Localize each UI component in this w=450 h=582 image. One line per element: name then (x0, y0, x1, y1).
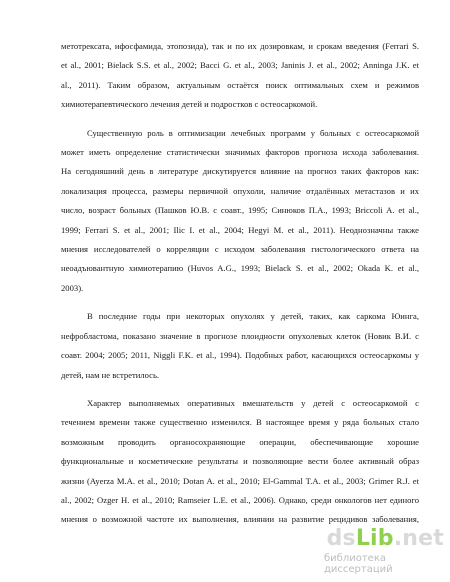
text-line: Характер выполняемых оперативных вмешательств у детей с остеосаркомой с (87, 397, 419, 408)
text-line: неоадъювантную химиотерапию (Huvos A.G., 1993; Bielack S. et al., 2002; Okada K. et al., (61, 263, 419, 274)
paragraph-2 (61, 124, 419, 299)
text-line: Существенную роль в оптимизации лечебных программ у больных с остеосаркомой (87, 127, 419, 138)
text-line: нефробластома, показано значение в прогнозе плоидности опухолевых клеток (Новик В.И. с (61, 330, 419, 341)
paragraph-1 (61, 37, 419, 115)
paragraph-3 (61, 307, 419, 385)
paragraph-4 (61, 394, 419, 530)
dslib-logo (327, 526, 444, 551)
logo-lib: Lib (355, 526, 394, 551)
logo-ds: ds (326, 526, 356, 551)
text-line: 2003). (61, 282, 84, 293)
text-line: течением времени также существенно изменился. В настоящее время у ряда больных стало (61, 417, 419, 428)
text-line: локализация процесса, размеры первичной опухоли, наличие отдалённых метастазов и их (61, 185, 419, 196)
text-line: На сегодняшний день в литературе дискутируется влияние на прогноз таких факторов как: (61, 166, 419, 177)
logo-net: .net (393, 526, 444, 551)
text-line: et al., 2001; Bielack S.S. et al., 2002; Bacci G. et al., 2003; Janinis J. et al., 2002; Anninga J.K. et (61, 60, 419, 71)
text-line: В последние годы при некоторых опухолях у детей, таких, как саркома Юинга, (87, 311, 419, 322)
text-line: функциональные и косметические результаты и позволяющие вести более активный образ (61, 456, 419, 467)
logo-tagline: библиотека диссертаций (324, 553, 393, 575)
text-line: 1999; Ferrari S. et al., 2001; Ilic I. et al., 2004; Hegyi M. et al., 2011). Неоднозначны также (61, 224, 419, 235)
text-line: метотрексата, ифосфамида, этопозида), так и по их дозировкам, и срокам введения (Ferrari S. (61, 41, 419, 51)
text-line: число, возраст больных (Пашков Ю.В. с соавт., 1995; Синюков П.А., 1993; Briccoli A. et al., (61, 205, 419, 216)
text-line: al., 2002; Ozger H. et al., 2010; Ramseier L.E. et al., 2006). Однако, среди онкологов нет единого (61, 494, 419, 505)
text-line: химиотерапевтического лечения детей и подростков с остеосаркомой. (61, 99, 318, 110)
text-line: мнения исследователей о корреляции с исходом заболевания гистологического ответа на (61, 244, 419, 255)
text-line: может иметь определение статистически значимых факторов прогноза исхода заболевания. (61, 147, 419, 158)
text-line: детей, нам не встретилось. (61, 369, 160, 380)
text-line: возможным проводить органосохраняющие операции, обеспечивающие хорошие (61, 436, 419, 447)
text-line: соавт. 2004; 2005; 2011, Niggli F.K. et al., 1994). Подобных работ, касающихся остеосаркомы у (61, 350, 419, 361)
text-line: жизни (Ayerza M.A. et al., 2010; Dotan A. et al., 2010; El-Gammal T.A. et al., 2003; Grimer R.J. et (61, 475, 419, 486)
text-line: мнения о возможной частоте их выполнения, влиянии на развитие рецидивов заболевания, (61, 514, 419, 525)
document-page (61, 37, 419, 530)
text-line: al., 2011). Таким образом, актуальным остаётся поиск оптимальных схем и режимов (61, 79, 419, 90)
dslib-watermark (324, 526, 444, 575)
